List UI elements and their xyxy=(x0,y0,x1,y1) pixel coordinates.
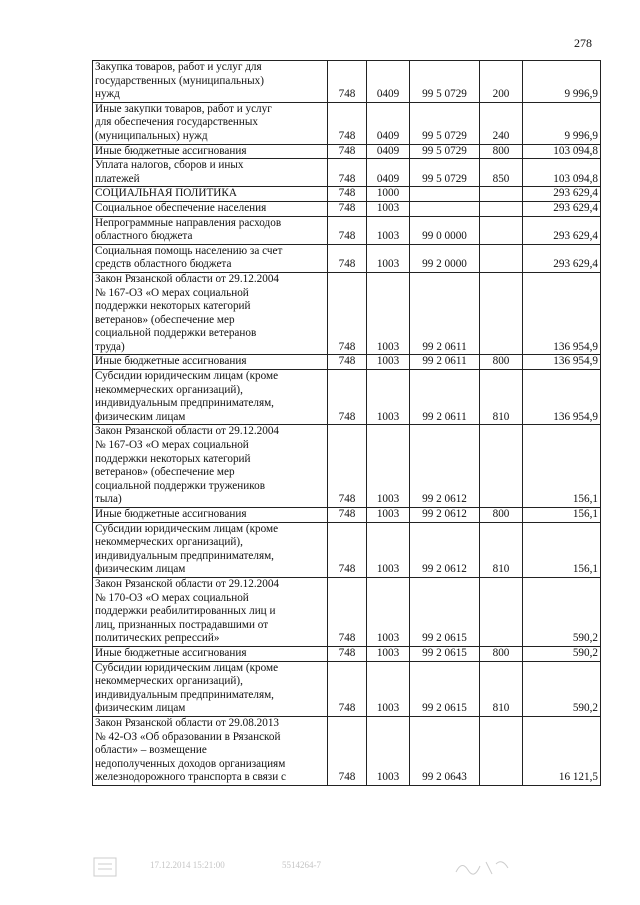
row-ved: 748 xyxy=(328,508,367,523)
row-name: Уплата налогов, сборов и иных платежей xyxy=(93,159,328,187)
row-ved: 748 xyxy=(328,244,367,272)
table-row xyxy=(93,187,601,202)
row-csr: 99 2 0611 xyxy=(410,355,480,370)
row-razd: 1003 xyxy=(367,577,410,646)
table-row xyxy=(93,646,601,661)
row-name: Субсидии юридическим лицам (кроме некоммерческих организаций), индивидуальным предпринимателям, физическим лицам xyxy=(93,661,328,716)
row-name: Закон Рязанской области от 29.08.2013 № 42-ОЗ «Об образовании в Рязанской области» – возмещение недополученных доходов организациям железнодорожного транспорта в связи с xyxy=(93,716,328,785)
budget-table-body xyxy=(93,61,601,786)
row-sum: 156,1 xyxy=(523,425,601,508)
row-sum: 156,1 xyxy=(523,508,601,523)
table-row xyxy=(93,355,601,370)
row-ved: 748 xyxy=(328,577,367,646)
row-name: Иные бюджетные ассигнования xyxy=(93,508,328,523)
row-ved: 748 xyxy=(328,425,367,508)
row-vr xyxy=(480,425,523,508)
page-number: 278 xyxy=(574,36,592,50)
row-ved: 748 xyxy=(328,144,367,159)
table-row xyxy=(93,661,601,716)
row-ved: 748 xyxy=(328,272,367,355)
row-ved: 748 xyxy=(328,102,367,144)
row-ved: 748 xyxy=(328,661,367,716)
row-csr: 99 2 0612 xyxy=(410,425,480,508)
row-vr: 810 xyxy=(480,522,523,577)
row-razd: 1003 xyxy=(367,216,410,244)
row-csr: 99 2 0611 xyxy=(410,370,480,425)
seal-icon xyxy=(92,856,118,878)
row-razd: 1003 xyxy=(367,425,410,508)
table-row xyxy=(93,201,601,216)
row-name: Социальная помощь населению за счет средств областного бюджета xyxy=(93,244,328,272)
row-name: СОЦИАЛЬНАЯ ПОЛИТИКА xyxy=(93,187,328,202)
row-csr: 99 2 0615 xyxy=(410,577,480,646)
row-name: Субсидии юридическим лицам (кроме некоммерческих организаций), индивидуальным предпринимателям, физическим лицам xyxy=(93,370,328,425)
row-sum: 293 629,4 xyxy=(523,244,601,272)
row-razd: 1003 xyxy=(367,201,410,216)
row-sum: 156,1 xyxy=(523,522,601,577)
table-row xyxy=(93,102,601,144)
row-csr xyxy=(410,187,480,202)
row-ved: 748 xyxy=(328,522,367,577)
row-razd: 1003 xyxy=(367,272,410,355)
table-row xyxy=(93,425,601,508)
row-razd: 0409 xyxy=(367,61,410,103)
row-vr xyxy=(480,201,523,216)
row-csr: 99 2 0615 xyxy=(410,646,480,661)
row-vr xyxy=(480,187,523,202)
row-name: Закон Рязанской области от 29.12.2004 № 167-ОЗ «О мерах социальной поддержки некоторых категорий ветеранов» (обеспечение мер социальной поддержки тружеников тыла) xyxy=(93,425,328,508)
row-ved: 748 xyxy=(328,187,367,202)
row-sum: 136 954,9 xyxy=(523,355,601,370)
row-csr: 99 5 0729 xyxy=(410,159,480,187)
table-row xyxy=(93,216,601,244)
row-sum: 293 629,4 xyxy=(523,201,601,216)
table-row xyxy=(93,159,601,187)
row-vr: 240 xyxy=(480,102,523,144)
row-razd: 1003 xyxy=(367,370,410,425)
row-sum: 293 629,4 xyxy=(523,216,601,244)
row-name: Иные закупки товаров, работ и услуг для обеспечения государственных (муниципальных) нужд xyxy=(93,102,328,144)
row-name: Иные бюджетные ассигнования xyxy=(93,646,328,661)
row-ved: 748 xyxy=(328,646,367,661)
row-csr: 99 2 0000 xyxy=(410,244,480,272)
row-sum: 590,2 xyxy=(523,661,601,716)
row-csr: 99 2 0615 xyxy=(410,661,480,716)
row-razd: 0409 xyxy=(367,159,410,187)
row-razd: 0409 xyxy=(367,144,410,159)
table-row xyxy=(93,272,601,355)
table-row xyxy=(93,716,601,785)
row-csr: 99 5 0729 xyxy=(410,102,480,144)
row-vr: 850 xyxy=(480,159,523,187)
table-row xyxy=(93,61,601,103)
row-ved: 748 xyxy=(328,201,367,216)
table-row xyxy=(93,522,601,577)
row-ved: 748 xyxy=(328,159,367,187)
budget-table xyxy=(92,60,601,786)
row-razd: 0409 xyxy=(367,102,410,144)
row-vr xyxy=(480,272,523,355)
row-name: Иные бюджетные ассигнования xyxy=(93,355,328,370)
row-csr xyxy=(410,201,480,216)
row-name: Закупка товаров, работ и услуг для государственных (муниципальных) нужд xyxy=(93,61,328,103)
row-name: Закон Рязанской области от 29.12.2004 № 170-ОЗ «О мерах социальной поддержки реабилитированных лиц и лиц, признанных пострадавшими от политических репрессий» xyxy=(93,577,328,646)
table-row xyxy=(93,144,601,159)
row-razd: 1003 xyxy=(367,716,410,785)
footer-code: 5514264-7 xyxy=(282,860,321,870)
row-sum: 590,2 xyxy=(523,577,601,646)
row-razd: 1003 xyxy=(367,646,410,661)
row-csr: 99 2 0643 xyxy=(410,716,480,785)
row-name: Закон Рязанской области от 29.12.2004 № 167-ОЗ «О мерах социальной поддержки некоторых категорий ветеранов» (обеспечение мер социальной поддержки ветеранов труда) xyxy=(93,272,328,355)
row-name: Иные бюджетные ассигнования xyxy=(93,144,328,159)
row-vr: 800 xyxy=(480,508,523,523)
table-row xyxy=(93,508,601,523)
row-vr xyxy=(480,244,523,272)
row-csr: 99 2 0611 xyxy=(410,272,480,355)
row-sum: 9 996,9 xyxy=(523,61,601,103)
row-sum: 9 996,9 xyxy=(523,102,601,144)
row-vr: 800 xyxy=(480,355,523,370)
row-sum: 136 954,9 xyxy=(523,370,601,425)
row-razd: 1003 xyxy=(367,522,410,577)
row-ved: 748 xyxy=(328,61,367,103)
row-sum: 590,2 xyxy=(523,646,601,661)
row-csr: 99 0 0000 xyxy=(410,216,480,244)
footer-timestamp: 17.12.2014 15:21:00 xyxy=(150,860,225,870)
row-vr: 200 xyxy=(480,61,523,103)
row-name: Субсидии юридическим лицам (кроме некоммерческих организаций), индивидуальным предпринимателям, физическим лицам xyxy=(93,522,328,577)
row-razd: 1003 xyxy=(367,508,410,523)
row-vr xyxy=(480,716,523,785)
row-vr: 810 xyxy=(480,661,523,716)
row-sum: 103 094,8 xyxy=(523,159,601,187)
table-row xyxy=(93,577,601,646)
row-razd: 1003 xyxy=(367,661,410,716)
row-ved: 748 xyxy=(328,370,367,425)
row-razd: 1003 xyxy=(367,355,410,370)
row-ved: 748 xyxy=(328,716,367,785)
row-vr: 800 xyxy=(480,144,523,159)
footer-watermark xyxy=(92,856,612,880)
table-row xyxy=(93,370,601,425)
row-sum: 16 121,5 xyxy=(523,716,601,785)
row-ved: 748 xyxy=(328,355,367,370)
row-sum: 136 954,9 xyxy=(523,272,601,355)
row-sum: 103 094,8 xyxy=(523,144,601,159)
row-razd: 1000 xyxy=(367,187,410,202)
row-csr: 99 5 0729 xyxy=(410,144,480,159)
row-name: Непрограммные направления расходов областного бюджета xyxy=(93,216,328,244)
row-csr: 99 5 0729 xyxy=(410,61,480,103)
row-vr xyxy=(480,577,523,646)
row-csr: 99 2 0612 xyxy=(410,508,480,523)
row-vr: 810 xyxy=(480,370,523,425)
row-sum: 293 629,4 xyxy=(523,187,601,202)
table-row xyxy=(93,244,601,272)
row-vr: 800 xyxy=(480,646,523,661)
row-name: Социальное обеспечение населения xyxy=(93,201,328,216)
row-vr xyxy=(480,216,523,244)
row-csr: 99 2 0612 xyxy=(410,522,480,577)
row-ved: 748 xyxy=(328,216,367,244)
row-razd: 1003 xyxy=(367,244,410,272)
stamp-icon xyxy=(452,856,512,878)
